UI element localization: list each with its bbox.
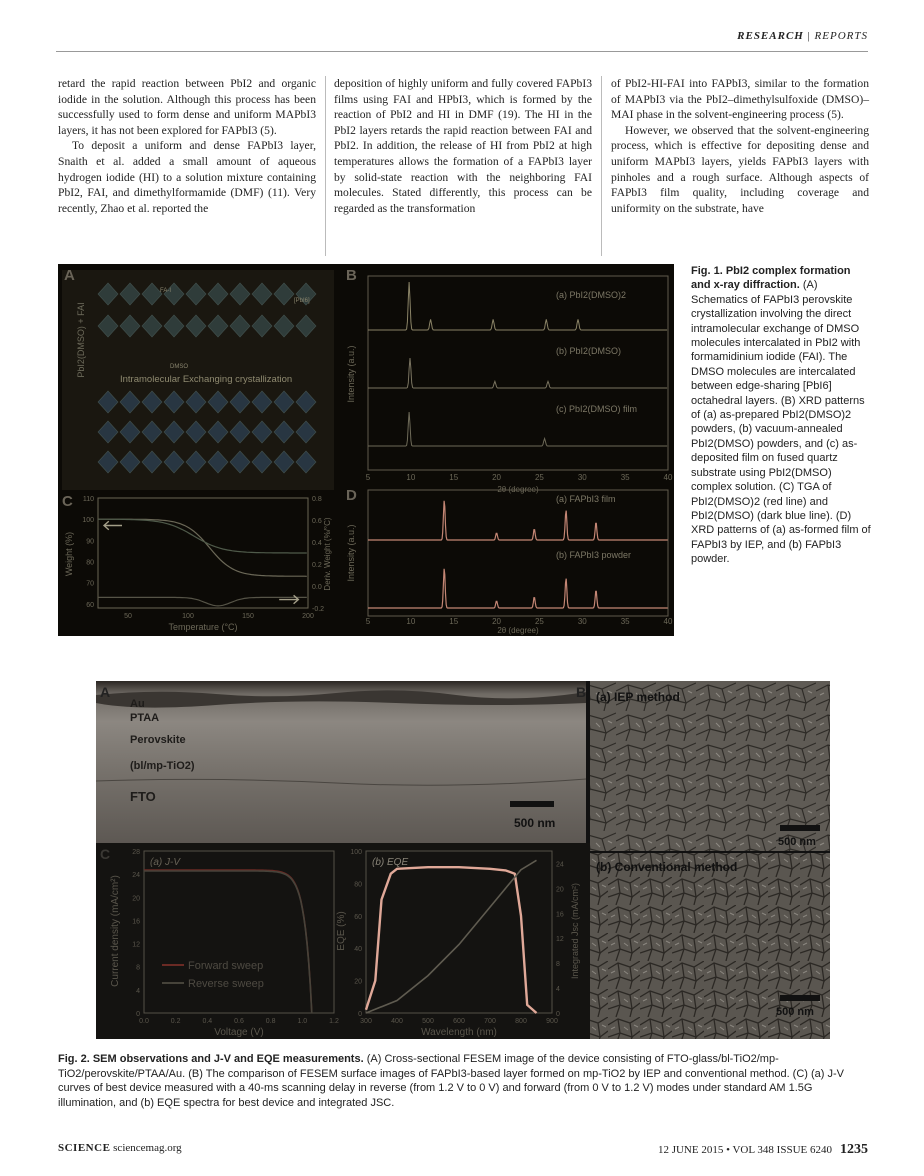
xrd-series-line xyxy=(368,358,667,388)
tick-label: 80 xyxy=(354,881,362,889)
text-column-3 xyxy=(611,76,869,216)
tick-label: 1.0 xyxy=(297,1018,308,1025)
scale-bar-label: 500 nm xyxy=(776,1006,814,1018)
image-label: (b) Conventional method xyxy=(596,860,738,874)
panel-a-caption: Intramolecular Exchanging crystallization xyxy=(120,374,293,385)
tick-label: 60 xyxy=(86,601,94,609)
tick-label: 40 xyxy=(663,473,673,482)
tick-label: 25 xyxy=(534,617,544,626)
y-axis-label: Current density (mA/cm²) xyxy=(110,875,121,987)
tick-label: 20 xyxy=(492,617,502,626)
tick-label: 0.8 xyxy=(265,1018,276,1025)
x-axis-label: Temperature (°C) xyxy=(168,622,238,632)
caption-title: Fig. 1. PbI2 complex formation and x-ray diffraction. xyxy=(691,265,851,292)
tick-label: 20 xyxy=(492,473,502,482)
chart-title: (b) EQE xyxy=(372,857,409,868)
tick-label: 35 xyxy=(620,473,630,482)
tick-label: 28 xyxy=(132,849,140,856)
legend-item: Forward sweep xyxy=(188,960,264,972)
tick-label: 0.4 xyxy=(202,1018,213,1025)
tick-label: 20 xyxy=(556,886,564,894)
dmso-label: DMSO xyxy=(170,364,188,370)
tick-label: 100 xyxy=(350,849,362,856)
tick-label: 20 xyxy=(132,895,140,903)
tick-label: 70 xyxy=(86,580,94,588)
chart-title: (a) J-V xyxy=(150,857,180,868)
paragraph: of PbI2-HI-FAI into FAPbI3, similar to the formation of MAPbI3 via the PbI2–dimethylsulfoxide (DMSO)–MAI phase in the solvent-engineering process (5). xyxy=(611,77,869,122)
x-axis-label: 2θ (degree) xyxy=(497,485,539,494)
tick-label: 0.2 xyxy=(312,562,322,569)
y-axis-label: EQE (%) xyxy=(336,911,347,951)
legend-item: Reverse sweep xyxy=(188,978,264,990)
arrow-icon xyxy=(279,595,298,603)
series-label: (a) PbI2(DMSO)2 xyxy=(556,290,627,300)
x-axis-label: 2θ (degree) xyxy=(497,626,539,635)
scale-bar xyxy=(510,801,554,807)
tick-label: 35 xyxy=(620,617,630,626)
tick-label: 16 xyxy=(556,911,564,919)
caption-title: Fig. 2. SEM observations and J-V and EQE measurements. xyxy=(58,1053,364,1065)
tick-label: 0.8 xyxy=(312,496,322,503)
series-label: (b) PbI2(DMSO) xyxy=(556,346,622,356)
layer-label: (bl/mp-TiO2) xyxy=(130,760,195,772)
tick-label: 0.6 xyxy=(312,518,322,525)
tick-label: 0.6 xyxy=(234,1018,244,1025)
tga-weight-line xyxy=(98,519,307,553)
tick-label: 80 xyxy=(86,559,94,567)
arrow-icon xyxy=(104,521,122,529)
tick-label: 30 xyxy=(577,473,587,482)
x-axis-label: Voltage (V) xyxy=(214,1027,264,1038)
figure-1-caption xyxy=(691,264,871,567)
caption-text: (A) Schematics of FAPbI3 perovskite crystallization involving the direct intramolecular exchange of DMSO molecules intercalated in PbI2 with formamidinium iodide (FAI). The DMSO molecules are intercalated between edge-sharing [PbI6] octahedral layers. (B) XRD patterns of (a) as-prepared PbI2(DMSO)2 powders, (b) vacuum-annealed PbI2(DMSO) powders, and (c) as-deposited film on fused quartz substrate using PbI2(DMSO) complex solution. (C) TGA of PbI2(DMSO)2 (red line) and PbI2(DMSO) (dark blue line). (D) XRD patterns of (a) as-formed film of FAPbI3 by IEP, and (b) FAPbI3 powder. xyxy=(691,279,871,566)
fai-label: FA-I xyxy=(160,288,172,294)
tick-label: 0.4 xyxy=(312,540,322,547)
journal-site: sciencemag.org xyxy=(113,1142,182,1154)
x-axis-label: Wavelength (nm) xyxy=(421,1027,497,1038)
y2-axis-label: Integrated Jsc (mA/cm²) xyxy=(570,882,580,980)
tick-label: 0 xyxy=(136,1011,140,1018)
figure-2 xyxy=(96,681,830,1039)
tick-label: 40 xyxy=(354,946,362,954)
tick-label: 4 xyxy=(556,986,560,994)
column-divider xyxy=(325,76,326,256)
scale-bar xyxy=(780,995,820,1001)
tick-label: 30 xyxy=(577,617,587,626)
image-label: (a) IEP method xyxy=(596,690,680,704)
tick-label: 8 xyxy=(136,964,140,972)
xrd-series-line xyxy=(368,569,668,608)
layer-label: FTO xyxy=(130,789,156,804)
layer-label: Au xyxy=(130,698,145,710)
pbi6-label: [PbI6] xyxy=(294,298,310,304)
tick-label: 700 xyxy=(484,1018,496,1025)
text-column-1 xyxy=(58,76,316,216)
tick-label: 12 xyxy=(556,936,564,944)
header-rule xyxy=(56,51,868,52)
tick-label: 16 xyxy=(132,918,140,926)
paragraph: However, we observed that the solvent-engineering process, which is effective for depositing dense and uniform MAPbI3 layers, yields FAPbI3 layers with pinholes and a rough surface. Although aspects of FAPbI3 film quality, including coverage and uniformity on the substrate, have xyxy=(611,123,869,215)
caption-text: (A) Cross-sectional FESEM image of the device consisting of FTO-glass/bl-TiO2/mp-TiO2/perovskite/PTAA/Au. (B) The comparison of FESEM surface images of FAPbI3-based layer formed on mp-TiO2 by IEP and conventional method. (C) (a) J-V curves of best device measured with a 40-ms scanning delay in reverse (from 1.2 V to 0 V) and forward (from 0 V to 1.2 V) modes under standard AM 1.5G illumination, and (b) EQE spectra for best device and integrated JSC. xyxy=(58,1053,845,1109)
tick-label: 10 xyxy=(406,617,416,626)
scale-bar-label: 500 nm xyxy=(514,816,556,830)
tga-derivative-line xyxy=(98,597,307,606)
tick-label: 50 xyxy=(124,613,132,620)
scale-bar-label: 500 nm xyxy=(778,836,816,848)
layer-label: Perovskite xyxy=(130,734,186,746)
series-label: (c) PbI2(DMSO) film xyxy=(556,404,637,414)
tick-label: 150 xyxy=(242,613,254,620)
tick-label: 100 xyxy=(82,517,94,525)
header-section: RESEARCH xyxy=(737,30,804,42)
tick-label: 4 xyxy=(136,987,140,995)
tick-label: 0 xyxy=(556,1011,560,1018)
figure-1 xyxy=(58,264,674,636)
tick-label: 15 xyxy=(449,617,459,626)
tick-label: 600 xyxy=(453,1018,465,1025)
journal-name: SCIENCE xyxy=(58,1142,111,1154)
y-axis-label: Weight (%) xyxy=(64,531,74,577)
paragraph: To deposit a uniform and dense FAPbI3 layer, Snaith et al. added a small amount of aqueous hydrogen iodide (HI) to a solution mixture containing PbI2, FAI, and dimethylformamide (DMF) (11). Very recently, Zhao et al. reported the xyxy=(58,139,316,215)
tick-label: 20 xyxy=(354,978,362,986)
tick-label: 24 xyxy=(556,861,564,869)
panel-label-a: A xyxy=(64,267,75,284)
tick-label: 0.0 xyxy=(312,584,322,591)
header-separator: | xyxy=(807,30,811,42)
tick-label: 60 xyxy=(354,913,362,921)
tick-label: 10 xyxy=(406,473,416,482)
tick-label: 100 xyxy=(182,613,194,620)
running-header xyxy=(737,30,868,42)
tick-label: 1.2 xyxy=(329,1018,339,1025)
page-number: 1235 xyxy=(840,1142,868,1157)
tick-label: 15 xyxy=(449,473,459,482)
series-label: (a) FAPbI3 film xyxy=(556,494,616,504)
panel-label-c: C xyxy=(62,493,73,510)
panel-label-b: B xyxy=(576,684,587,700)
panel-b xyxy=(346,267,673,494)
tick-label: 12 xyxy=(132,941,140,949)
tick-label: 5 xyxy=(365,617,371,626)
y-axis-label: Intensity (a.u.) xyxy=(346,345,356,403)
xrd-series-line xyxy=(368,501,668,540)
tick-label: 900 xyxy=(546,1018,558,1025)
xrd-series-line xyxy=(368,412,667,446)
figure-2-caption xyxy=(58,1052,870,1110)
tick-label: 400 xyxy=(391,1018,403,1025)
tick-label: 25 xyxy=(534,473,544,482)
tick-label: 40 xyxy=(663,617,673,626)
panel-d xyxy=(346,487,673,635)
y-axis-label: Intensity (a.u.) xyxy=(346,524,356,582)
column-divider xyxy=(601,76,602,256)
tick-label: 5 xyxy=(365,473,371,482)
tick-label: 24 xyxy=(132,872,140,880)
tick-label: 500 xyxy=(422,1018,434,1025)
panel-c xyxy=(62,493,332,632)
series-label: (b) FAPbI3 powder xyxy=(556,550,632,560)
layer-label: PTAA xyxy=(130,712,160,724)
paragraph: deposition of highly uniform and fully covered FAPbI3 films using FAI and HPbI3, which is formed by the reaction of PbI2 and HI in DMF (19). The HI in the PbI2 layers retards the rapid reaction between FAI and PbI2. In addition, the release of HI from PbI2 at high temperatures allows the formation of a FAPbI3 layer by solid-state reaction with the neighboring FAI molecules. Stated differently, this process can be regarded as the transformation xyxy=(334,77,592,215)
tick-label: 300 xyxy=(360,1018,372,1025)
text-column-2 xyxy=(334,76,592,216)
tick-label: 90 xyxy=(86,538,94,546)
page-footer xyxy=(58,1142,868,1157)
tick-label: 200 xyxy=(302,613,314,620)
tick-label: -0.2 xyxy=(312,606,325,613)
tga-weight-line xyxy=(98,519,307,576)
tick-label: 0 xyxy=(358,1011,362,1018)
scale-bar xyxy=(780,825,820,831)
header-subsection: REPORTS xyxy=(814,30,868,42)
panel-label-b: B xyxy=(346,267,357,284)
issue-info: 12 JUNE 2015 • VOL 348 ISSUE 6240 xyxy=(657,1144,832,1156)
panel-b-axes xyxy=(368,276,668,470)
panel-a-axis-label: PbI2(DMSO) + FAI xyxy=(76,302,86,378)
panel-label-d: D xyxy=(346,487,357,504)
panel-label-a: A xyxy=(100,684,111,700)
panel-label-c: C xyxy=(100,846,111,862)
paragraph: retard the rapid reaction between PbI2 and organic iodide in the solution. Although this process has been successfully used to form dense and uniform MAPbI3 layers, it has not been explored for FAPbI3 (5). xyxy=(58,77,316,137)
tick-label: 0.0 xyxy=(139,1018,149,1025)
y2-axis-label: Deriv. Weight (%/°C) xyxy=(323,517,332,591)
tick-label: 800 xyxy=(515,1018,527,1025)
tick-label: 110 xyxy=(82,496,94,503)
tick-label: 8 xyxy=(556,961,560,969)
tick-label: 0.2 xyxy=(170,1018,181,1025)
